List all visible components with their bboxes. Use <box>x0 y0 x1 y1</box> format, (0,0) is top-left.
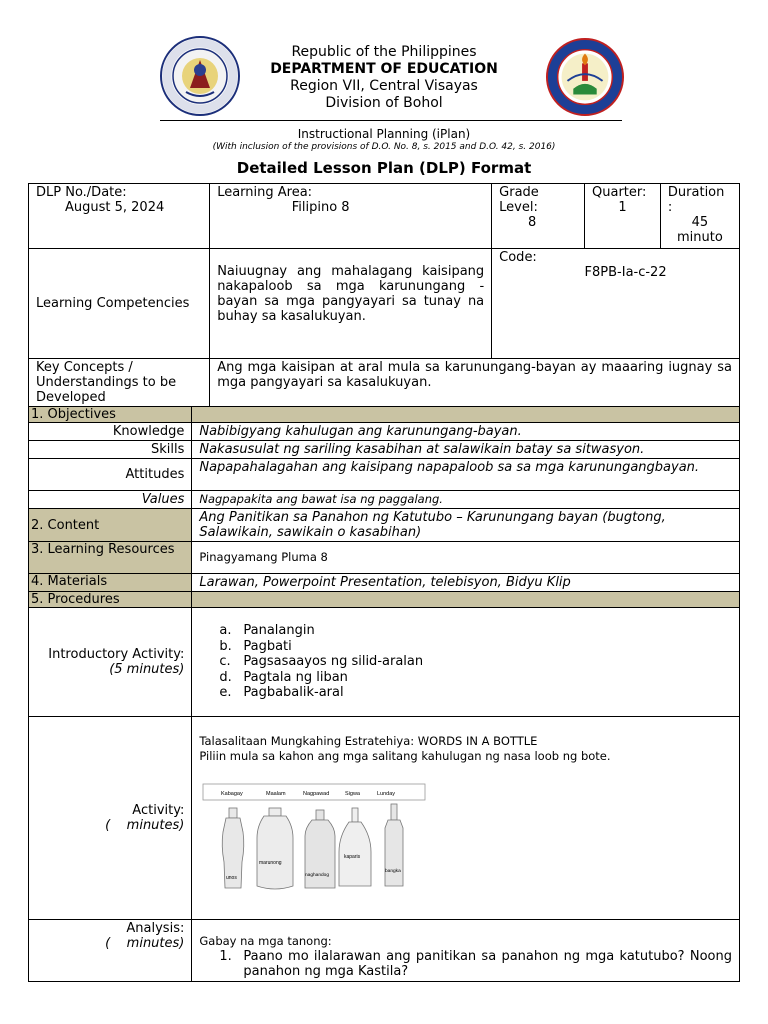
iplan-title: Instructional Planning (iPlan) <box>297 127 471 141</box>
code-value: F8PB-Ia-c-22 <box>584 265 667 280</box>
header-republic: Republic of the Philippines <box>291 44 477 60</box>
intro-item: e. Pagbabalik-aral <box>219 685 344 701</box>
box-word: Maalam <box>266 791 286 797</box>
dlp-format-title: Detailed Lesson Plan (DLP) Format <box>236 159 532 177</box>
competencies-label: Learning Competencies <box>29 249 210 359</box>
activity-row <box>29 717 740 920</box>
duration-label: Duration : <box>667 185 725 215</box>
key-concepts-text: Ang mga kaisipan at aral mula sa karunungang-bayan ay maaaring iugnay sa mga pangyayari sa kasalukuyan. <box>210 359 740 407</box>
procedures-header-row <box>29 592 740 608</box>
competencies-row <box>29 249 740 359</box>
learning-area-cell <box>210 184 492 249</box>
resources-text: Pinagyamang Pluma 8 <box>192 542 740 574</box>
activity-instruction: Piliin mula sa kahon ang mga salitang kahulugan ng nasa loob ng bote. <box>199 749 611 763</box>
analysis-label-cell <box>29 920 192 982</box>
duration-value: 45 minuto <box>677 215 723 245</box>
knowledge-text: Nabibigyang kahulugan ang karunungang-bayan. <box>192 423 740 441</box>
skills-label: Skills <box>29 441 192 459</box>
values-text: Nagpapakita ang bawat isa ng paggalang. <box>192 491 740 509</box>
code-cell <box>492 249 740 359</box>
analysis-row <box>29 920 740 982</box>
box-word: Lunday <box>377 791 396 797</box>
analysis-cell <box>192 920 740 982</box>
objectives-header-row <box>29 407 740 423</box>
dlp-date: August 5, 2024 <box>65 200 165 215</box>
intro-label: Introductory Activity: <box>48 647 185 662</box>
content-row <box>29 509 740 542</box>
header-region: Region VII, Central Visayas <box>290 78 478 94</box>
header-department: DEPARTMENT OF EDUCATION <box>270 61 498 77</box>
bottle-word: kaparis <box>344 854 361 860</box>
materials-text: Larawan, Powerpoint Presentation, telebisyon, Bidyu Klip <box>192 574 740 592</box>
bottle-word: marunong <box>259 860 282 866</box>
procedures-header-fill <box>192 592 740 608</box>
lesson-plan-table <box>28 183 740 982</box>
bottle-word: unos <box>226 875 238 881</box>
question-number: 1. <box>219 949 232 964</box>
procedures-label: 5. Procedures <box>29 592 192 608</box>
analysis-label: Analysis: <box>126 921 185 936</box>
division-seal-right <box>546 38 624 116</box>
intro-item: a. Panalangin <box>219 623 315 639</box>
activity-strategy: Talasalitaan Mungkahing Estratehiya: WORDS IN A BOTTLE <box>199 734 538 748</box>
materials-label: 4. Materials <box>29 574 192 592</box>
competencies-cell <box>210 249 492 359</box>
bottle-4 <box>339 808 371 886</box>
key-concepts-label: Key Concepts / Understandings to be Developed <box>29 359 210 407</box>
intro-label-cell <box>29 608 192 717</box>
quarter-cell <box>585 184 661 249</box>
grade-value: 8 <box>528 215 537 230</box>
bottle-2 <box>257 808 293 889</box>
analysis-intro: Gabay na mga tanong: <box>199 934 332 948</box>
activity-cell <box>192 717 740 920</box>
quarter-value: 1 <box>618 200 627 215</box>
activity-time: ( minutes) <box>105 818 185 833</box>
intro-list-cell <box>192 608 740 717</box>
content-label: 2. Content <box>29 509 192 542</box>
header-division: Division of Bohol <box>325 95 443 111</box>
values-label: Values <box>29 491 192 509</box>
resources-row <box>29 542 740 574</box>
analysis-time: ( minutes) <box>105 936 185 951</box>
header-divider <box>160 120 622 121</box>
objectives-header-fill <box>192 407 740 423</box>
grade-label: Grade Level: <box>499 185 539 215</box>
learning-area-label: Learning Area: <box>217 185 313 200</box>
analysis-question-1 <box>199 949 732 979</box>
skills-row <box>29 441 740 459</box>
iplan-provisions: (With inclusion of the provisions of D.O. No. 8, s. 2015 and D.O. 42, s. 2016) <box>212 142 556 152</box>
intro-list <box>199 623 732 701</box>
learning-area-value: Filipino 8 <box>291 200 350 215</box>
values-row <box>29 491 740 509</box>
intro-time: (5 minutes) <box>109 662 185 677</box>
skills-text: Nakasusulat ng sariling kasabihan at salawikain batay sa sitwasyon. <box>192 441 740 459</box>
key-concepts-row <box>29 359 740 407</box>
dlp-cell <box>29 184 210 249</box>
knowledge-row <box>29 423 740 441</box>
intro-item: d. Pagtala ng liban <box>219 669 348 685</box>
words-in-a-bottle-image <box>199 776 435 894</box>
content-text: Ang Panitikan sa Panahon ng Katutubo – Karunungang bayan (bugtong, Salawikain, sawikain o kasabihan) <box>192 509 740 542</box>
intro-activity-row <box>29 608 740 717</box>
attitudes-label: Attitudes <box>29 459 192 491</box>
objectives-label: 1. Objectives <box>29 407 192 423</box>
intro-item: b. Pagbati <box>219 638 292 654</box>
knowledge-label: Knowledge <box>29 423 192 441</box>
intro-item: c. Pagsasaayos ng silid-aralan <box>219 654 424 670</box>
grade-cell <box>492 184 585 249</box>
bottle-word: bangka <box>385 869 402 874</box>
box-word: Kabagay <box>221 791 244 797</box>
code-label: Code: <box>499 250 537 265</box>
info-row <box>29 184 740 249</box>
box-word: Sigwa <box>345 791 361 797</box>
attitudes-text: Napapahalagahan ang kaisipang napapaloob sa sa mga karunungangbayan. <box>192 459 740 491</box>
duration-cell <box>660 184 739 249</box>
materials-row <box>29 574 740 592</box>
box-word: Nagpawad <box>303 791 330 797</box>
dlp-label: DLP No./Date: <box>36 185 127 200</box>
question-text: Paano mo ilalarawan ang panitikan sa panahon ng mga katutubo? Noong panahon ng mga Kastila? <box>243 949 732 979</box>
resources-label: 3. Learning Resources <box>29 542 192 574</box>
activity-label-cell <box>29 717 192 920</box>
letterhead <box>0 36 768 120</box>
competencies-text: Naiuugnay ang mahalagang kaisipang nakapaloob sa mga karunungang - bayan sa mga pangyayari sa tunay na buhay sa kasalukuyan. <box>217 264 485 324</box>
bottle-word: naghandog <box>305 873 330 878</box>
activity-label: Activity: <box>132 803 185 818</box>
quarter-label: Quarter: <box>592 185 647 200</box>
attitudes-row <box>29 459 740 491</box>
